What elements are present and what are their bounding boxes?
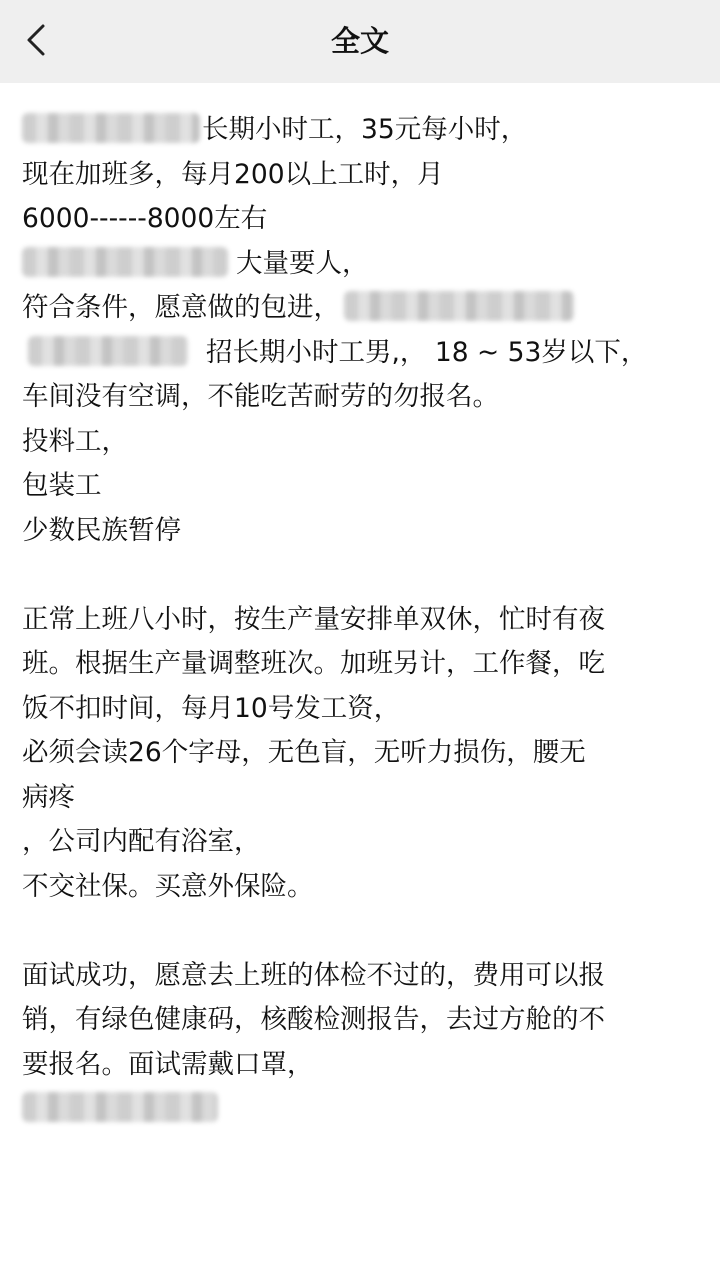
article-line: 符合条件，愿意做的包进，: [22, 286, 702, 331]
redacted-text: [28, 336, 188, 366]
article-body: [22, 108, 702, 1132]
article-line: ，公司内配有浴室，: [22, 826, 261, 857]
article-line: 销，有绿色健康码，核酸检测报告，去过方舱的不: [22, 1004, 605, 1035]
article-line: 少数民族暂停: [22, 514, 181, 546]
paragraph-gap: [22, 553, 702, 598]
article-line: 投料工，: [22, 425, 128, 457]
redacted-text: [22, 113, 200, 143]
article-line: 要报名。面试需戴口罩，: [22, 1048, 314, 1080]
article-line: 包装工: [22, 470, 102, 501]
article-line: 长期小时工，35元每小时，: [22, 108, 702, 153]
article-line: 车间没有空调，不能吃苦耐劳的勿报名。: [22, 381, 499, 412]
top-bar: [0, 0, 720, 83]
article-line: 大量要人，: [22, 242, 702, 287]
article-line: 正常上班八小时，按生产量安排单双休，忙时有夜: [22, 603, 605, 635]
article-line: 6000------8000左右: [22, 203, 268, 234]
article-line: 面试成功，愿意去上班的体检不过的，费用可以报: [22, 959, 605, 991]
article-line: 不交社保。买意外保险。: [22, 870, 314, 902]
article-line: [22, 1087, 702, 1132]
article-line: 必须会读26个字母，无色盲，无听力损伤，腰无: [22, 737, 586, 768]
article-line: 饭不扣时间，每月10号发工资，: [22, 692, 401, 724]
redacted-text: [22, 247, 228, 277]
paragraph-gap: [22, 909, 702, 954]
article-line: 班。根据生产量调整班次。加班另计，工作餐，吃: [22, 648, 605, 679]
redacted-text: [344, 291, 574, 321]
page-title: 全文: [330, 24, 389, 58]
article-line: 现在加班多，每月200以上工时，月: [22, 158, 444, 190]
article-line: 病疼: [22, 781, 75, 813]
article-line: 招长期小时工男,， 18 ~ 53岁以下，: [22, 331, 702, 376]
redacted-text: [22, 1092, 218, 1122]
